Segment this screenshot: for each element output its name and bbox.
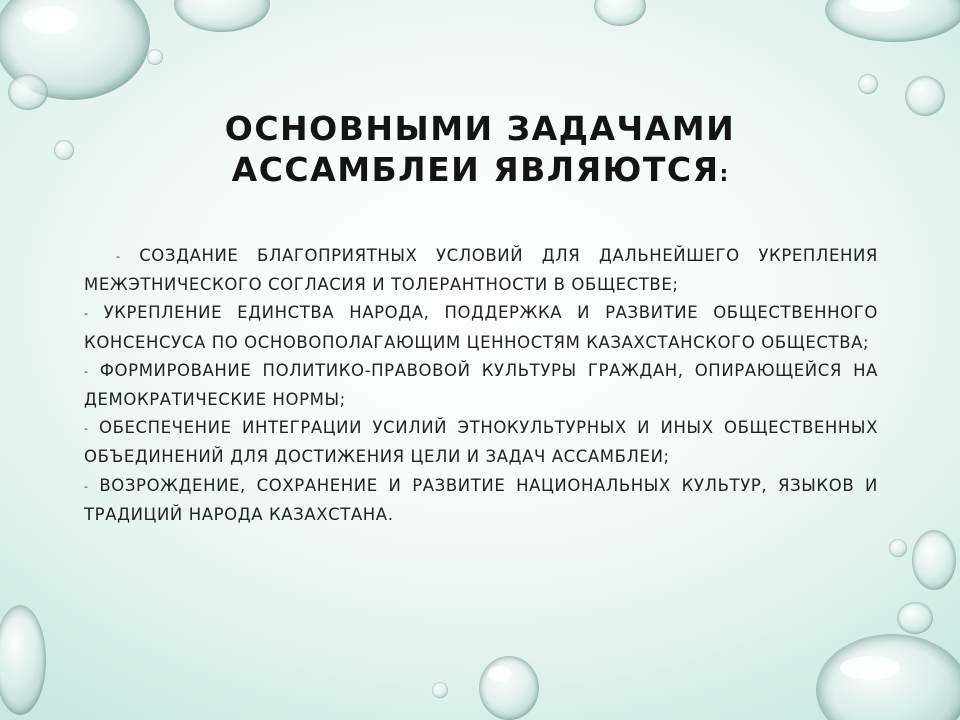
task-text: ОБЕСПЕЧЕНИЕ ИНТЕГРАЦИИ УСИЛИЙ ЭТНОКУЛЬТУРНЫХ И ИНЫХ ОБЩЕСТВЕННЫХ ОБЪЕДИНЕНИЙ ДЛЯ ДОСТИЖЕНИЯ ЦЕЛИ И ЗАДАЧ АССАМБЛЕИ; bbox=[84, 418, 878, 467]
task-item bbox=[84, 242, 878, 299]
slide-title bbox=[150, 108, 810, 195]
task-item bbox=[84, 299, 878, 356]
task-text: ФОРМИРОВАНИЕ ПОЛИТИКО-ПРАВОВОЙ КУЛЬТУРЫ ГРАЖДАН, ОПИРАЮЩЕЙСЯ НА ДЕМОКРАТИЧЕСКИЕ НОРМЫ; bbox=[84, 360, 878, 410]
task-item bbox=[84, 414, 878, 471]
task-text: ВОЗРОЖДЕНИЕ, СОХРАНЕНИЕ И РАЗВИТИЕ НАЦИОНАЛЬНЫХ КУЛЬТУР, ЯЗЫКОВ И ТРАДИЦИЙ НАРОДА КАЗАХСТАНА. bbox=[84, 475, 878, 524]
task-dash: - bbox=[84, 307, 89, 321]
task-item bbox=[84, 357, 878, 414]
title-colon: : bbox=[719, 162, 729, 187]
task-text: СОЗДАНИЕ БЛАГОПРИЯТНЫХ УСЛОВИЙ ДЛЯ ДАЛЬНЕЙШЕГО УКРЕПЛЕНИЯ МЕЖЭТНИЧЕСКОГО СОГЛАСИЯ И ТОЛЕРАНТНОСТИ В ОБЩЕСТВЕ; bbox=[84, 246, 878, 295]
task-item bbox=[84, 472, 878, 529]
task-dash: - bbox=[84, 479, 89, 493]
task-text: УКРЕПЛЕНИЕ ЕДИНСТВА НАРОДА, ПОДДЕРЖКА И РАЗВИТИЕ ОБЩЕСТВЕННОГО КОНСЕНСУСА ПО ОСНОВОПОЛАГАЮЩИМ ЦЕННОСТЯМ КАЗАХСТАНСКОГО ОБЩЕСТВА; bbox=[84, 303, 878, 352]
title-line-1: ОСНОВНЫМИ ЗАДАЧАМИ bbox=[224, 109, 736, 148]
title-line-2: АССАМБЛЕИ ЯВЛЯЮТСЯ bbox=[231, 150, 720, 189]
task-dash: - bbox=[84, 422, 89, 436]
task-list bbox=[84, 242, 878, 529]
task-dash: - bbox=[84, 364, 89, 378]
task-dash: - bbox=[116, 250, 121, 263]
